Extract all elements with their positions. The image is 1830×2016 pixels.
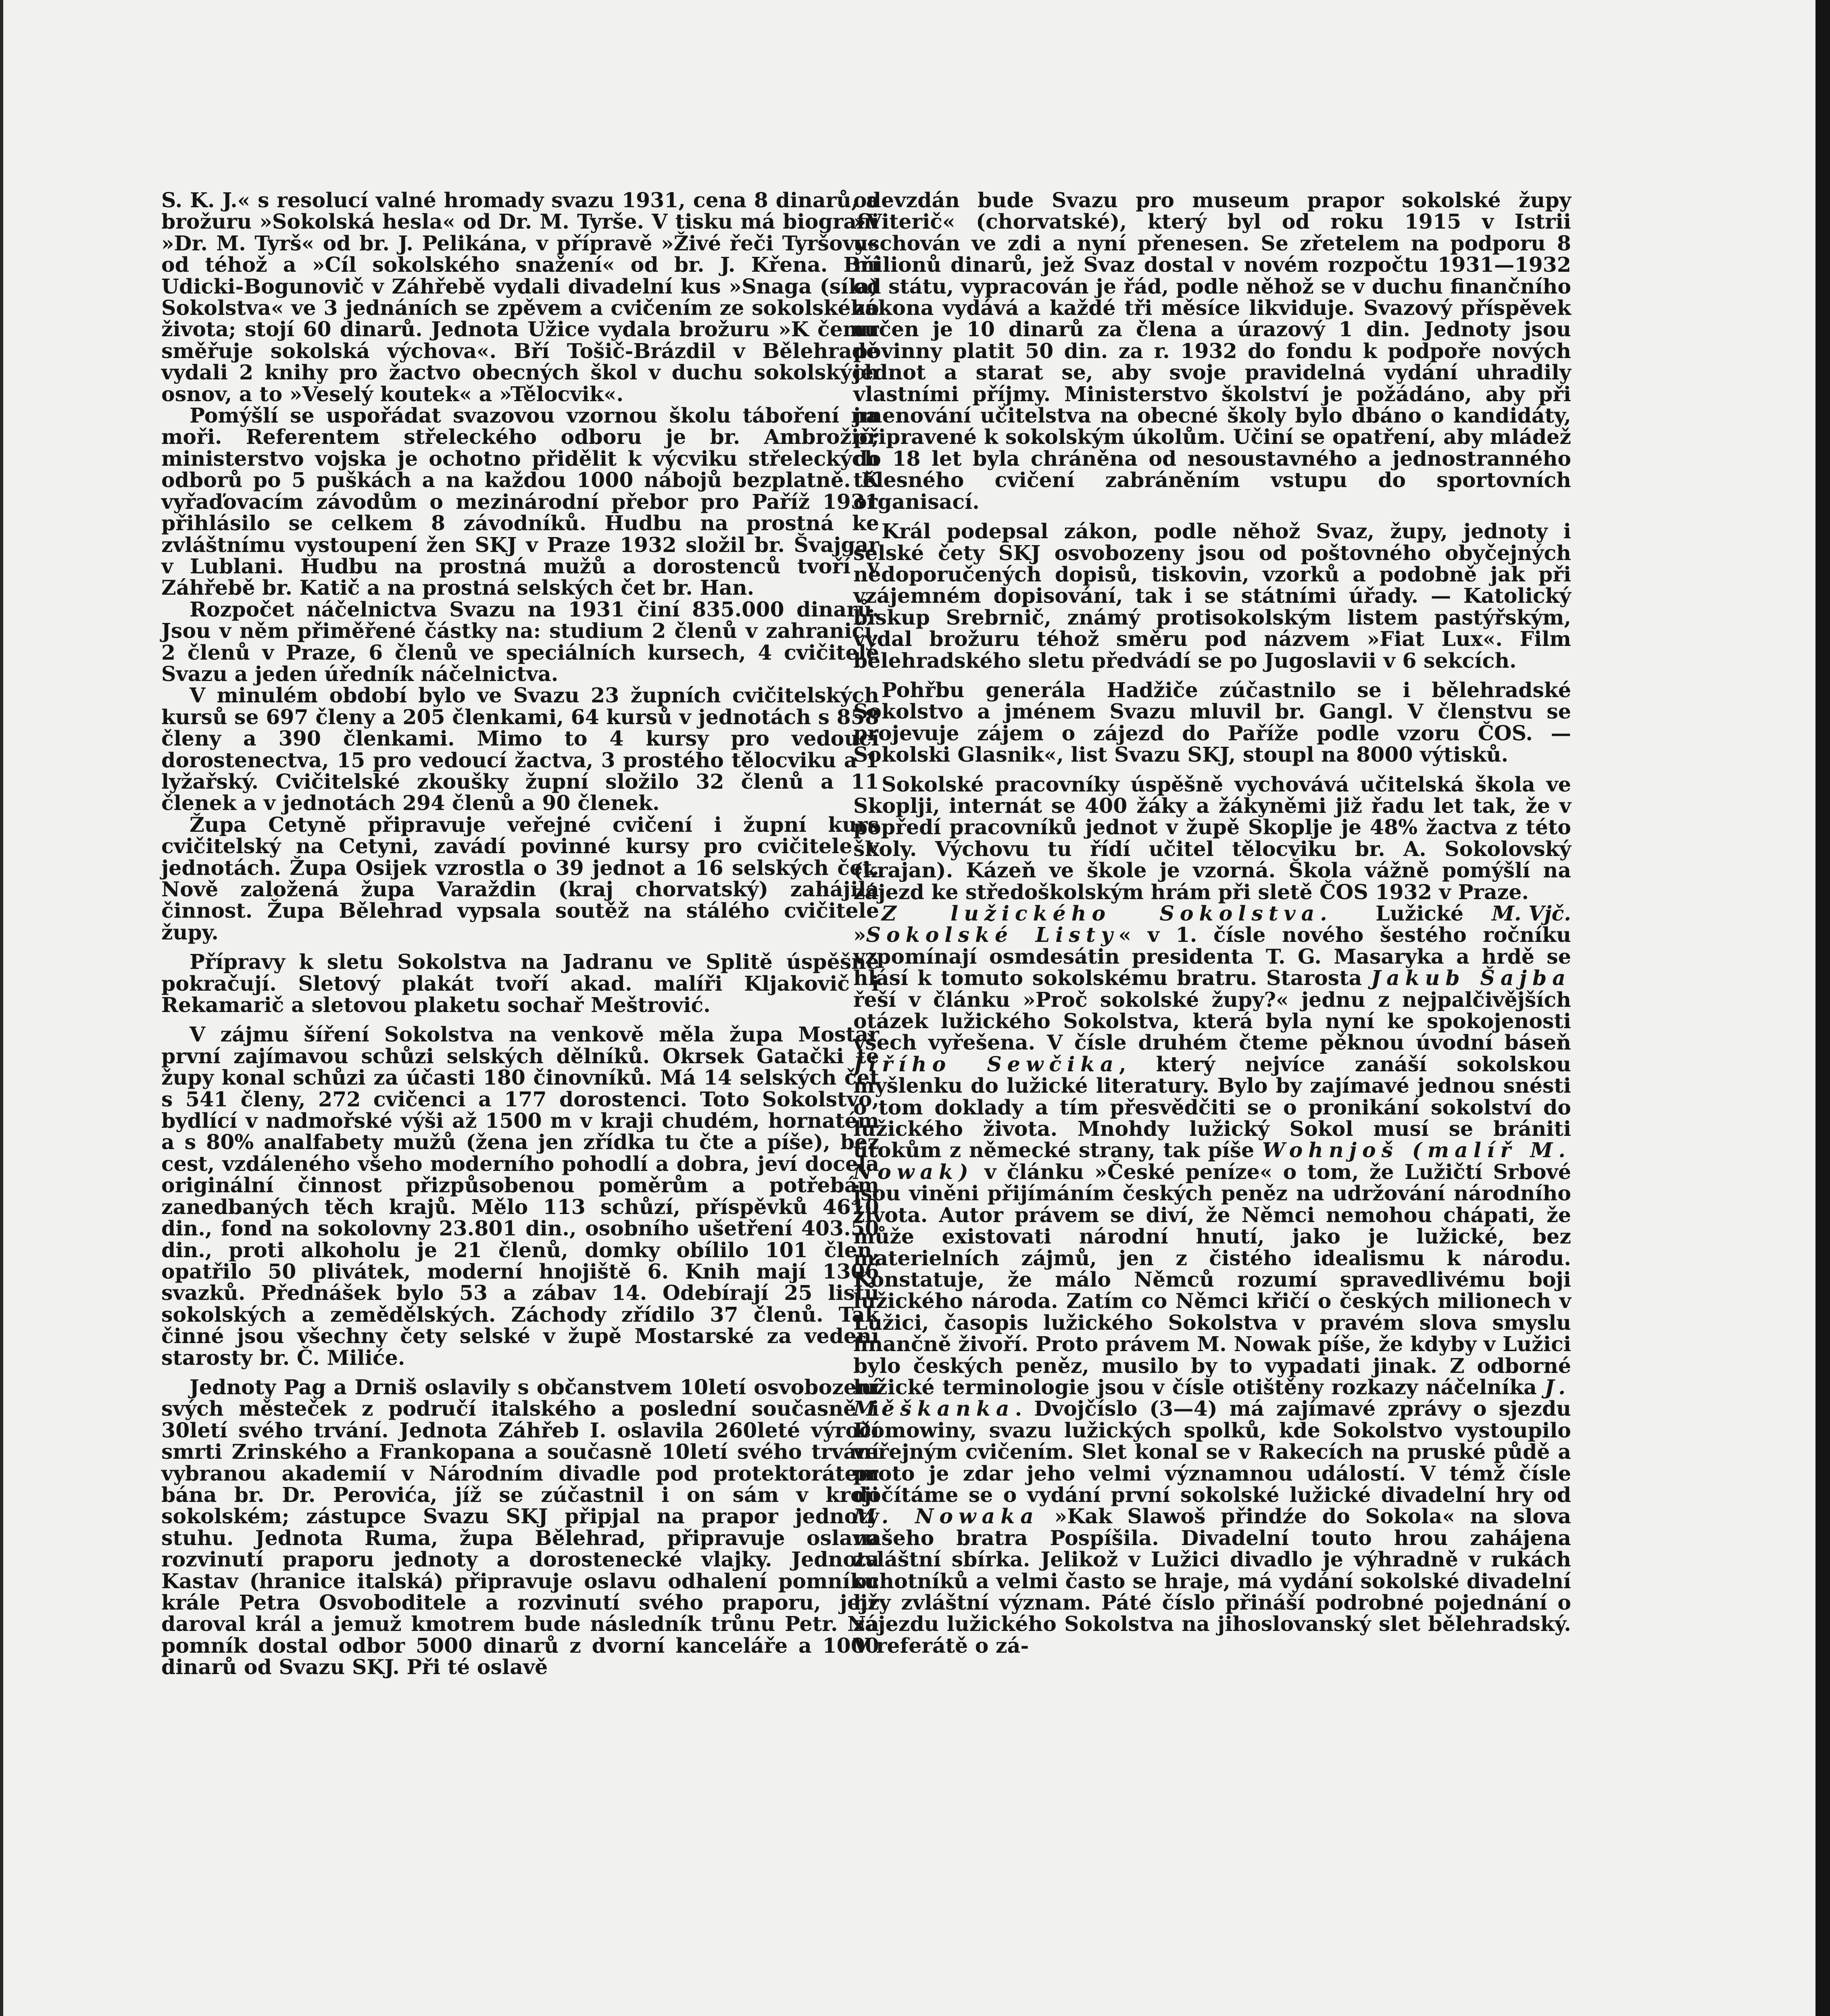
person-name: Jakub Šajba <box>1371 966 1571 990</box>
left-column <box>161 190 879 1678</box>
magazine-title: Sokolské Listy <box>866 923 1119 947</box>
text-run: řeší v článku »Proč sokolské župy?« jednu z nejpalčivějších otázek lužického Sokolstva, která byla nyní ke spokojenosti všech vyřešena. V čísle druhém čteme pěknou úvodní báseň <box>853 987 1571 1055</box>
paragraph-text: Sokolské pracovníky úspěšně vychovává učitelská škola ve Skoplji, internát se 400 žáky a žákyněmi již řadu let tak, že v popředí pracovníků jednot v župě Skoplje je 48% žactva z této školy. Výchovu tu řídí učitel tělocviku br. A. Sokolovský (krajan). Kázeň ve škole je vzorná. Škola vážně pomýšlí na zájezd ke středoškolským hrám při sletě ČOS 1932 v Praze. <box>853 772 1571 904</box>
paragraph: Přípravy k sletu Sokolstva na Jadranu ve Splitě úspěšně pokračují. Sletový plakát tvoří akad. malíři Kljakovič i Rekamarič a sletovou plaketu sochař Meštrović. <box>161 950 879 1017</box>
right-column <box>853 190 1571 1656</box>
paragraph: V minulém období bylo ve Svazu 23 župních cvičitelských kursů se 697 členy a 205 členkami, 64 kursů v jednotách s 858 členy a 390 členkami. Mimo to 4 kursy pro vedoucí dorostenectva, 15 pro vedoucí žactva, 3 prostého tělocviku a 1 lyžařský. Cvičitelské zkoušky župní složilo 32 členů a 11 členek a v jednotách 294 členů a 90 členek. <box>161 683 879 815</box>
paragraph: S. K. J.« s resolucí valné hromady svazu 1931, cena 8 dinarů, a brožuru »Sokolská hesla« od Dr. M. Tyrše. V tisku má biografii »Dr. M. Tyrš« od br. J. Pelikána, v přípravě »Živé řeči Tyršovy« od téhož a »Cíl sokolského snažení« od br. J. Křena. Bří Udicki-Bogunovič v Záhřebě vydali divadelní kus »Snaga (síla) Sokolstva« ve 3 jednáních se zpěvem a cvičením ze sokolského života; stojí 60 dinarů. Jednota Užice vydala brožuru »K čemu směřuje sokolská výchova«. Bří Tošič-Brázdil v Bělehradě vydali 2 knihy pro žactvo obecných škol v duchu sokolských osnov, a to »Veselý koutek« a »Tělocvik«. <box>161 188 879 406</box>
person-name: Wohnjoš (malíř M. Nowak) <box>853 1138 1571 1184</box>
text-run: « v 1. čísle nového šestého ročníku vzpomínají osmdesátin presidenta T. G. Masaryka a hrdě se hlásí k tomuto sokolskému bratru. Starosta <box>853 923 1571 990</box>
section-heading: Z lužického Sokolstva. <box>882 902 1333 925</box>
lusatian-section <box>853 903 1571 1656</box>
paragraph: Pomýšlí se uspořádat svazovou vzornou školu táboření na moři. Referentem střeleckého odboru je br. Ambrožič; ministerstvo vojska je ochotno přidělit k výcviku střeleckých odborů po 5 puškách a na každou 1000 nábojů bezplatně. K vyřaďovacím závodům o mezinárodní přebor pro Paříž 1931 přihlásilo se celkem 8 závodníků. Hudbu na prostná ke zvláštnímu vystoupení žen SKJ v Praze 1932 složil br. Švajgar v Lublani. Hudbu na prostná mužů a dorostenců tvoří v Záhřebě br. Katič a na prostná selských čet br. Han. <box>161 404 879 600</box>
paragraph: odevzdán bude Svazu pro museum prapor sokolské župy »Viterič« (chorvatské), který byl od roku 1915 v Istrii uschován ve zdi a nyní přenesen. Se zřetelem na podporu 8 milionů dinarů, jež Svaz dostal v novém rozpočtu 1931—1932 od státu, vypracován je řád, podle něhož se v duchu finančního zákona vydává a každé tři měsíce likviduje. Svazový příspěvek určen je 10 dinarů za člena a úrazový 1 din. Jednoty jsou povinny platit 50 din. za r. 1932 do fondu k podpoře nových jednot a starat se, aby svoje pravidelná vydání uhradily vlastními příjmy. Ministerstvo školství je požádáno, aby při jmenování učitelstva na obecné školy bylo dbáno o kandidáty, připravené k sokolským úkolům. Učiní se opatření, aby mládež do 18 let byla chráněna od nesoustavného a jednostranného tělesného cvičení zabráněním vstupu do sportovních organisací. <box>853 188 1571 514</box>
text-run: v článku »České peníze« o tom, že Lužičtí Srbové jsou viněni přijímáním českých peněz na udržování národního života. Autor právem se diví, že Němci nemohou chápati, že může existovati národní hnutí, jako je lužické, bez materielních zájmů, jen z čistého idealismu k národu. Konstatuje, že málo Němců rozumí spravedlivému boji lužického národa. Zatím co Němci křičí o českých milionech v Lužici, časopis lužického Sokolstva v pravém slova smyslu finančně živoří. Proto právem M. Nowak píše, že kdyby v Lužici bylo českých peněz, musilo by to vypadati jinak. Z odborné lužické terminologie jsou v čísle otištěny rozkazy náčelníka <box>853 1160 1571 1399</box>
text-run: Lužické » <box>853 902 1464 947</box>
paragraph: V zájmu šíření Sokolstva na venkově měla župa Mostar první zajímavou schůzi selských dělníků. Okrsek Gatački té župy konal schůzi za účasti 180 činovníků. Má 14 selských čet s 541 členy, 272 cvičenci a 177 dorostenci. Toto Sokolstvo, bydlící v nadmořské výši až 1500 m v kraji chudém, hornatém a s 80% analfabety mužů (žena jen zřídka tu čte a píše), bez cest, vzdáleného všeho moderního pohodlí a dobra, jeví docela originální činnost přizpůsobenou poměrům a potřebám zanedbaných těch krajů. Mělo 113 schůzí, příspěvků 4610 din., fond na sokolovny 23.801 din., osobního ušetření 403.50 din., proti alkoholu je 21 členů, domky obílilo 101 člen, opatřilo 50 plivátek, moderní hnojiště 6. Knih mají 1306 svazků. Přednášek bylo 53 a zábav 14. Odebírají 25 listů sokolských a zemědělských. Záchody zřídilo 37 členů. Tak činné jsou všechny čety selské v župě Mostarské za vedení starosty br. Č. Miliće. <box>161 1023 879 1370</box>
text-run: , který nejvíce zanáší sokolskou myšlenku do lužické literatury. Bylo by zajímavé jednou snésti o tom doklady a tím přesvědčiti se o pronikání sokolství do lužického života. Mnohdy lužický Sokol musí se brániti útokům z německé strany, tak píše <box>853 1052 1571 1162</box>
paragraph: Pohřbu generála Hadžiče zúčastnilo se i bělehradské Sokolstvo a jménem Svazu mluvil br. Gangl. V členstvu se projevuje zájem o zájezd do Paříže podle vzoru ČOS. — Sokolski Glasnik«, list Svazu SKJ, stoupl na 8000 výtisků. <box>853 678 1571 767</box>
person-name: J. Měškanka <box>853 1375 1571 1421</box>
paragraph: Jednoty Pag a Drniš oslavily s občanstvem 10letí osvobození svých městeček z područí italského a poslední současně i 30letí svého trvání. Jednota Záhřeb I. oslavila 260leté výročí smrti Zrinského a Frankopana a současně 10letí svého trvání vybranou akademií v Národním divadle pod protektorátem bána br. Dr. Perovića, jíž se zúčastnil i on sám v kroji sokolském; zástupce Svazu SKJ připjal na prapor jednoty stuhu. Jednota Ruma, župa Bělehrad, připravuje oslavu rozvinutí praporu jednoty a dorostenecké vlajky. Jednota Kastav (hranice italská) připravuje oslavu odhalení pomníku krále Petra Osvoboditele a rozvinutí svého praporu, jejž daroval král a jemuž kmotrem bude následník trůnu Petr. Na pomník dostal odbor 5000 dinarů z dvorní kanceláře a 1000 dinarů od Svazu SKJ. Při té oslavě <box>161 1375 879 1679</box>
text-run: . Dvojčíslo (3—4) má zajímavé zprávy o sjezdu Domowiny, svazu lužických spolků, kde Sokolstvo vystoupilo veřejným cvičením. Slet konal se v Rakecích na pruské půdě a proto je zdar jeho velmi významnou událostí. V témž čísle dočítáme se o vydání první sokolské lužické divadelní hry od <box>853 1397 1571 1507</box>
person-name: M. Nowaka <box>853 1504 1039 1529</box>
text-run: »Kak Slawoš přindźe do Sokola« na slova našeho bratra Pospíšila. Divadelní touto hrou zahájena zvláštní sbírka. Jelikož v Lužici divadlo je výhradně v rukách ochotníků a velmi často se hraje, má vydání sokolské divadelní hry zvláštní význam. Páté číslo přináší podrobné pojednání o zájezdu lužického Sokolstva na jihoslovanský slet bělehradský. V referátě o zá- <box>853 1504 1572 1658</box>
author-signature: M. Vjč. <box>1492 902 1571 925</box>
paragraph: Rozpočet náčelnictva Svazu na 1931 činí 835.000 dinarů. Jsou v něm přiměřené částky na: studium 2 členů v zahraničí, 2 členů v Praze, 6 členů ve speciálních kursech, 4 cvičitelé Svazu a jeden úředník náčelnictva. <box>161 597 879 686</box>
paragraph: Župa Cetyně připravuje veřejné cvičení i župní kurs cvičitelský na Cetyni, zavádí povinné kursy pro cvičitele v jednotách. Župa Osijek vzrostla o 39 jednot a 16 selských čet. Nově založená župa Varaždin (kraj chorvatský) zahájila činnost. Župa Bělehrad vypsala soutěž na stálého cvičitele župy. <box>161 812 879 944</box>
paragraph: Král podepsal zákon, podle něhož Svaz, župy, jednoty i selské čety SKJ osvobozeny jsou od poštovného obyčejných nedoporučených dopisů, tiskovin, vzorků a podobně jak při vzájemném dopisování, tak i se státními úřady. — Katolický biskup Srebrnič, známý protisokolským listem pastýřským, vydal brožuru téhož směru pod názvem »Fiat Lux«. Film bělehradského sletu předvádí se po Jugoslavii v 6 sekcích. <box>853 519 1571 673</box>
person-name: Jiřího Sewčika <box>853 1052 1119 1076</box>
